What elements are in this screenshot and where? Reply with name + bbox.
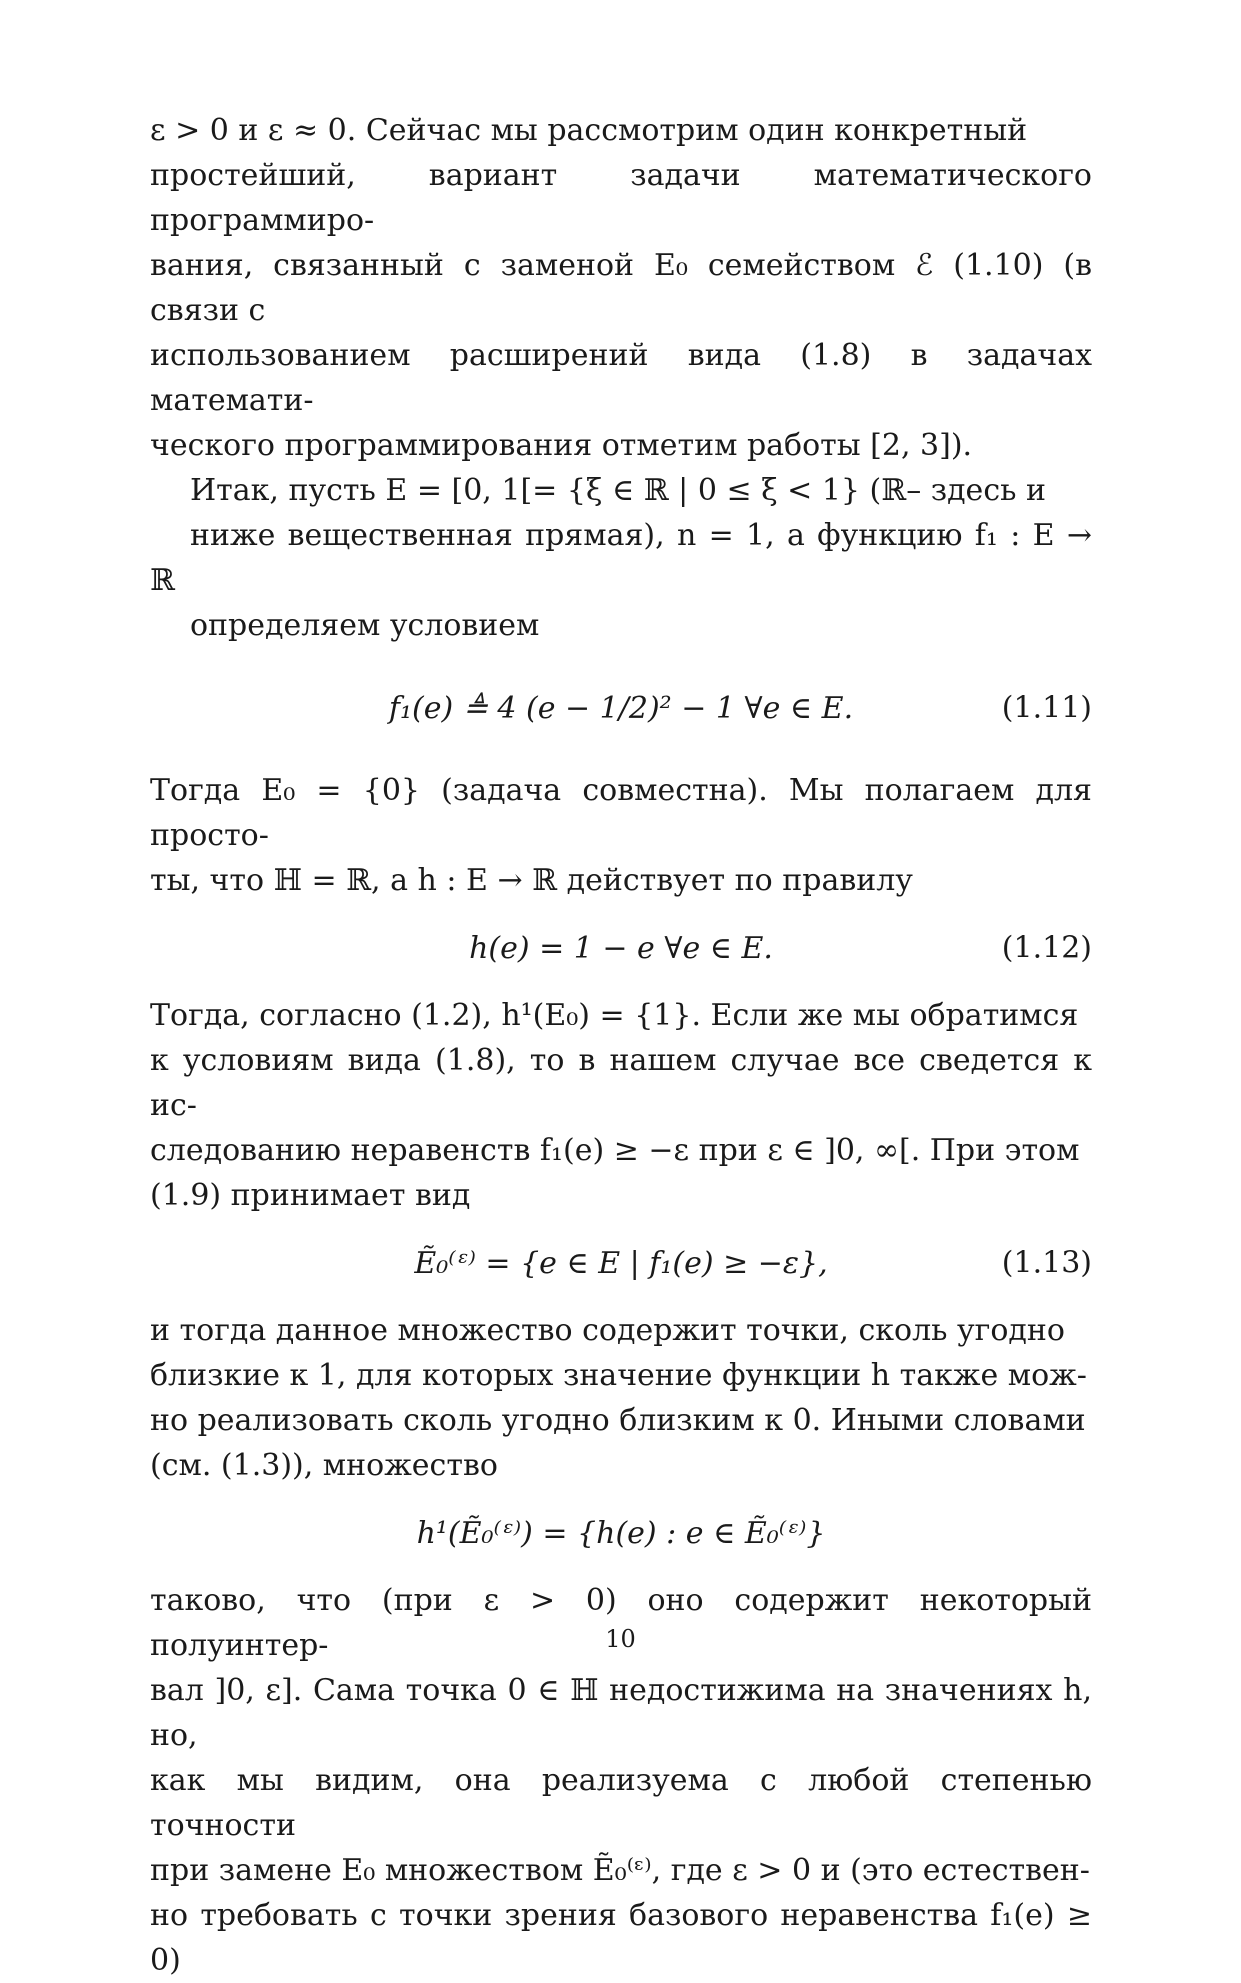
- equation-1-11: [150, 648, 1092, 768]
- text-line: при замене E₀ множеством Ẽ₀⁽ᵋ⁾, где ε > 0 и (это естествен-: [150, 1853, 1090, 1888]
- text-line: близкие к 1, для которых значение функции h также мож-: [150, 1358, 1087, 1393]
- equation-expression: h(e) = 1 − e ∀e ∈ E.: [469, 930, 773, 966]
- text-line: Итак, пусть E = [0, 1[= {ξ ∈ ℝ | 0 ≤ ξ < 1} (ℝ– здесь и: [190, 473, 1046, 508]
- equation-expression: Ẽ₀⁽ᵋ⁾ = {e ∈ E | f₁(e) ≥ −ε},: [414, 1245, 828, 1281]
- equation-number: (1.13): [1001, 1245, 1092, 1281]
- text-line: но реализовать сколь угодно близким к 0. Иными словами: [150, 1403, 1086, 1438]
- equation-expression: f₁(e) ≜ 4 (e − 1/2)² − 1 ∀e ∈ E.: [388, 690, 854, 726]
- text-line: Тогда E₀ = {0} (задача совместна). Мы полагаем для просто-: [150, 773, 1092, 853]
- text-line: простейший, вариант задачи математического программиро-: [150, 158, 1092, 238]
- text-line: следованию неравенств f₁(e) ≥ −ε при ε ∈ ]0, ∞[. При этом: [150, 1133, 1080, 1168]
- text-line: как мы видим, она реализуема с любой степенью точности: [150, 1763, 1092, 1843]
- text-line: ниже вещественная прямая), n = 1, а функцию f₁ : E → ℝ: [150, 518, 1092, 598]
- equation-h1-set: [150, 1488, 1092, 1578]
- text-line: (1.9) принимает вид: [150, 1178, 471, 1213]
- text-line: и тогда данное множество содержит точки, сколь угодно: [150, 1313, 1065, 1348]
- paragraph-5: [150, 1308, 1092, 1488]
- text-line: ты, что ℍ = ℝ, а h : E → ℝ действует по правилу: [150, 863, 913, 898]
- page-number: 10: [605, 1625, 636, 1653]
- text-line: ε > 0 и ε ≈ 0. Сейчас мы рассмотрим один конкретный: [150, 113, 1028, 148]
- paragraph-4: [150, 993, 1092, 1218]
- text-line: (см. (1.3)), множество: [150, 1448, 498, 1483]
- paragraph-1: [150, 108, 1092, 468]
- text-line: таково, что (при ε > 0) оно содержит некоторый полуинтер-: [150, 1583, 1092, 1663]
- equation-number: (1.11): [1001, 690, 1092, 726]
- text-line: определяем условием: [190, 608, 540, 643]
- equation-number: (1.12): [1001, 930, 1092, 966]
- text-line: вал ]0, ε]. Сама точка 0 ∈ ℍ недостижима на значениях h, но,: [150, 1673, 1092, 1753]
- text-line: вания, связанный с заменой E₀ семейством ℰ (1.10) (в связи с: [150, 248, 1092, 328]
- equation-1-13: [150, 1218, 1092, 1308]
- paragraph-3: [150, 768, 1092, 903]
- text-line: но требовать с точки зрения базового неравенства f₁(e) ≥ 0): [150, 1898, 1092, 1978]
- text-line: использованием расширений вида (1.8) в задачах математи-: [150, 338, 1092, 418]
- text-line: к условиям вида (1.8), то в нашем случае все сведется к ис-: [150, 1043, 1092, 1123]
- equation-1-12: [150, 903, 1092, 993]
- page-body: [150, 108, 1092, 1983]
- text-line: ческого программирования отметим работы [2, 3]).: [150, 428, 973, 463]
- text-line: Тогда, согласно (1.2), h¹(E₀) = {1}. Если же мы обратимся: [150, 998, 1079, 1033]
- paragraph-2: [150, 468, 1092, 648]
- equation-expression: h¹(Ẽ₀⁽ᵋ⁾) = {h(e) : e ∈ Ẽ₀⁽ᵋ⁾}: [416, 1515, 826, 1551]
